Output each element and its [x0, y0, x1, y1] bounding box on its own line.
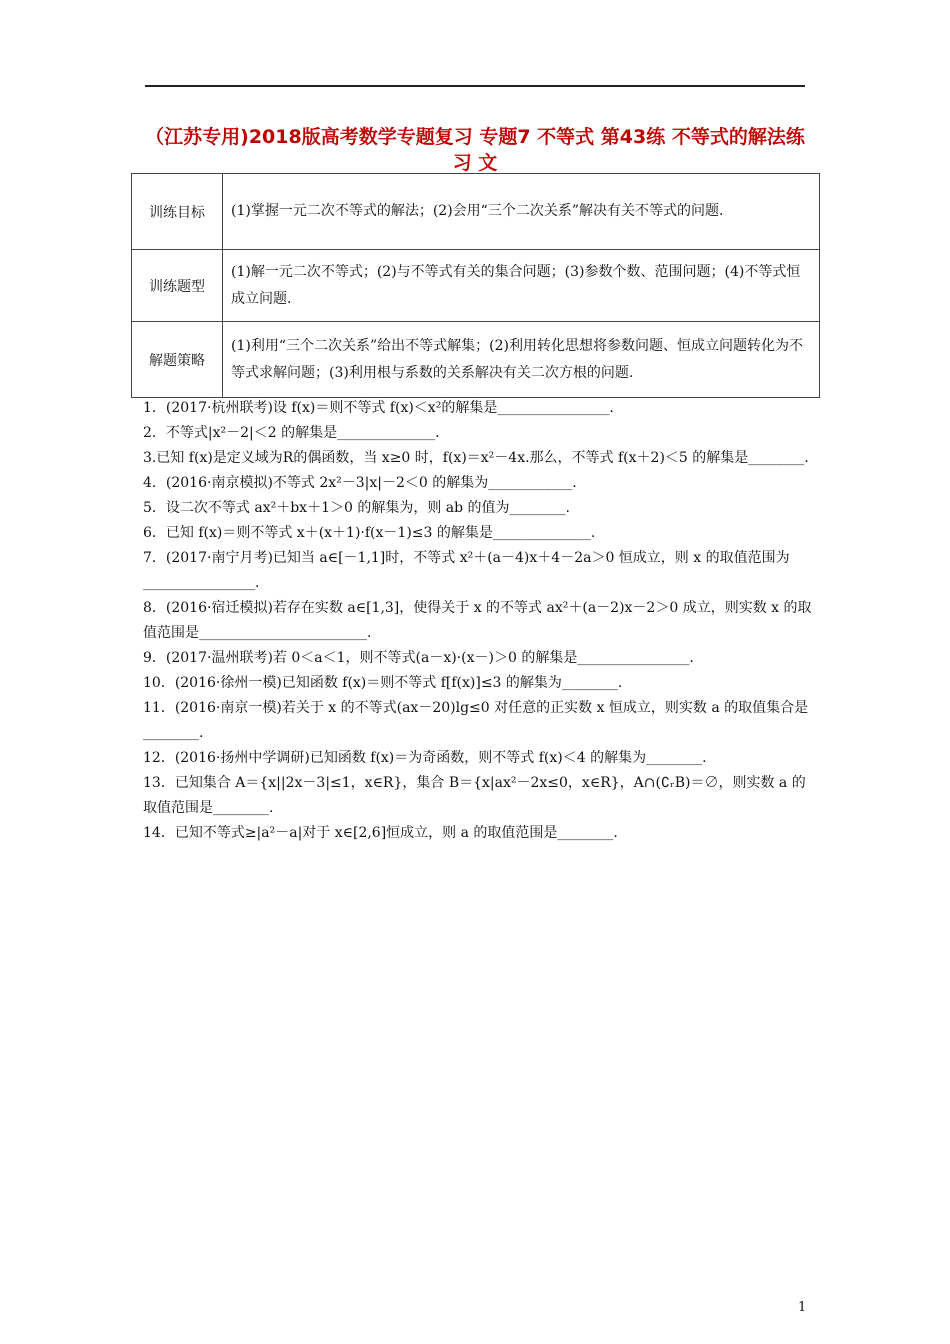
table-row	[132, 174, 820, 250]
problem-item: 9．(2017·温州联考)若 0＜a＜1，则不等式(a－x)·(x－)＞0 的解集是________________.	[143, 650, 694, 666]
training-table	[131, 173, 820, 398]
problem-item: 4．(2016·南京模拟)不等式 2x²－3|x|－2＜0 的解集为____________.	[143, 475, 577, 491]
document-title: （江苏专用)2018版高考数学专题复习 专题7 不等式 第43练 不等式的解法练习 文	[145, 126, 805, 174]
problem-item: 12．(2016·扬州中学调研)已知函数 f(x)＝为奇函数，则不等式 f(x)＜4 的解集为________.	[143, 750, 707, 766]
row-text: (1)解一元二次不等式；(2)与不等式有关的集合问题；(3)参数个数、范围问题；(4)不等式恒成立问题.	[223, 250, 820, 322]
row-label: 训练题型	[132, 250, 223, 322]
page-number: 1	[798, 1300, 807, 1315]
problem-item: 2．不等式|x²－2|＜2 的解集是______________.	[143, 425, 440, 441]
problem-item: 11．(2016·南京一模)若关于 x 的不等式(ax－20)lg≤0 对任意的正实数 x 恒成立，则实数 a 的取值集合是________.	[143, 700, 809, 741]
row-text: (1)利用“三个二次关系”给出不等式解集；(2)利用转化思想将参数问题、恒成立问题转化为不等式求解问题；(3)利用根与系数的关系解决有关二次方根的问题.	[223, 322, 820, 398]
problem-item: 14．已知不等式≥|a²－a|对于 x∈[2,6]恒成立，则 a 的取值范围是________.	[143, 825, 618, 841]
row-label: 解题策略	[132, 322, 223, 398]
problem-item: 13．已知集合 A＝{x||2x－3|≤1，x∈R}，集合 B＝{x|ax²－2x≤0，x∈R}，A∩(∁ᵣB)＝∅，则实数 a 的取值范围是________.	[143, 775, 806, 816]
row-text: (1)掌握一元二次不等式的解法；(2)会用“三个二次关系”解决有关不等式的问题.	[223, 174, 820, 250]
table-row	[132, 250, 820, 322]
problem-item: 5．设二次不等式 ax²＋bx＋1＞0 的解集为，则 ab 的值为________.	[143, 500, 570, 516]
row-label: 训练目标	[132, 174, 223, 250]
header-rule	[145, 85, 805, 87]
problem-item: 10．(2016·徐州一模)已知函数 f(x)＝则不等式 f[f(x)]≤3 的解集为________.	[143, 675, 623, 691]
problem-item: 3.已知 f(x)是定义域为R的偶函数，当 x≥0 时，f(x)＝x²－4x.那么，不等式 f(x＋2)＜5 的解集是________.	[143, 450, 809, 466]
table-row	[132, 322, 820, 398]
problem-item: 1．(2017·杭州联考)设 f(x)＝则不等式 f(x)＜x²的解集是________________.	[143, 400, 614, 416]
problem-item: 8．(2016·宿迁模拟)若存在实数 a∈[1,3]，使得关于 x 的不等式 ax²＋(a－2)x－2＞0 成立，则实数 x 的取值范围是________________________.	[143, 600, 812, 641]
problem-item: 6．已知 f(x)＝则不等式 x＋(x＋1)·f(x－1)≤3 的解集是______________.	[143, 525, 596, 541]
problem-list	[143, 396, 813, 846]
problem-item: 7．(2017·南宁月考)已知当 a∈[－1,1]时，不等式 x²＋(a－4)x＋4－2a＞0 恒成立，则 x 的取值范围为________________.	[143, 550, 790, 591]
